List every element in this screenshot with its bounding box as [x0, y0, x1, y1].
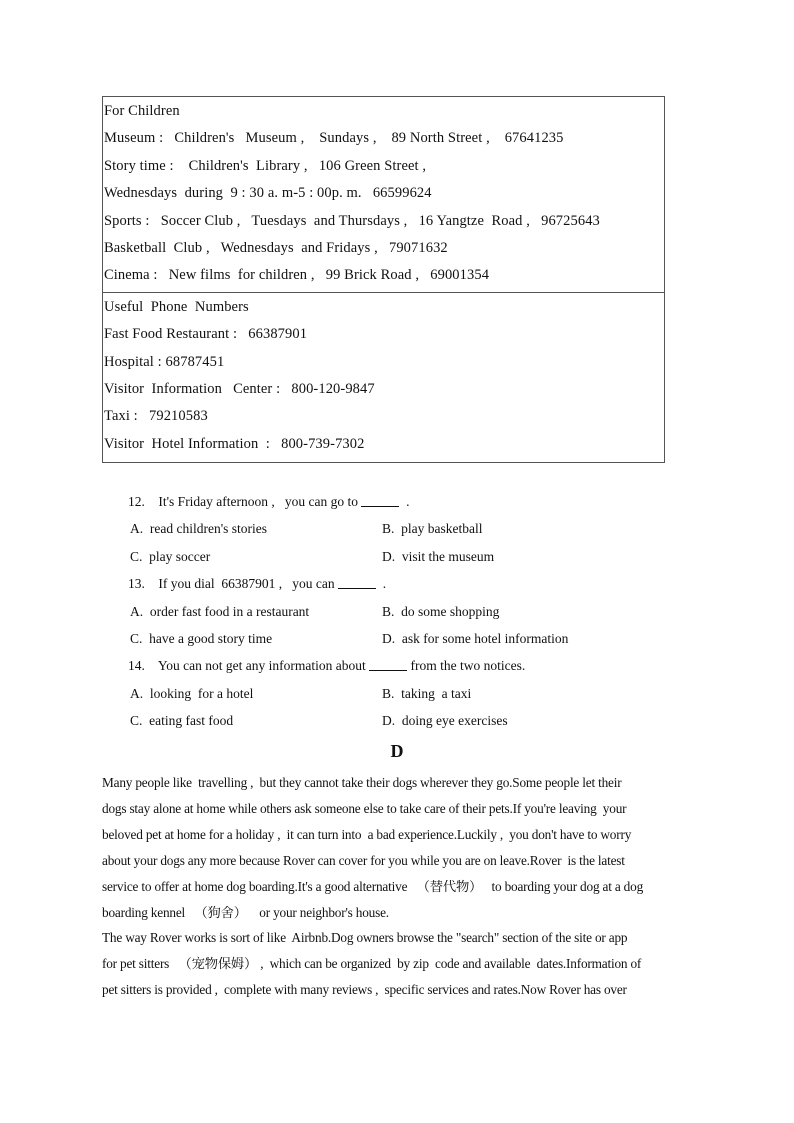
question-13: [128, 570, 628, 652]
fast-food-line: Fast Food Restaurant : 66387901: [104, 326, 308, 343]
option-d: D. doing eye exercises: [382, 713, 508, 729]
option-c: C. have a good story time: [130, 630, 273, 646]
museum-line: Museum : Children's Museum , Sundays , 89 North Street , 67641235: [104, 130, 564, 147]
stem-text: 13. If you dial 66387901 , you can: [128, 576, 338, 592]
cinema-line: Cinema : New films for children , 99 Brick Road , 69001354: [104, 267, 490, 284]
hotel-info-line: Visitor Hotel Information : 800-739-7302: [104, 435, 365, 452]
option-d: D. visit the museum: [382, 548, 495, 564]
passage-line: beloved pet at home for a holiday , it can turn into a bad experience.Luckily , you don't have to worry: [102, 826, 632, 842]
question-list: [128, 488, 628, 735]
option-b: B. do some shopping: [382, 603, 500, 619]
option-row: [128, 598, 628, 625]
option-c: C. eating fast food: [130, 713, 234, 729]
question-12: [128, 488, 628, 570]
question-stem: [128, 652, 628, 679]
children-section: [103, 97, 664, 292]
story-time-line: Story time : Children's Library , 106 Green Street ,: [104, 157, 427, 174]
option-c: C. play soccer: [130, 548, 211, 564]
taxi-line: Taxi : 79210583: [104, 408, 208, 425]
passage-line: for pet sitters （宠物保姆） , which can be organized by zip code and available dates.Information of: [102, 956, 642, 972]
passage-line: dogs stay alone at home while others ask someone else to take care of their pets.If you're leaving your: [102, 800, 627, 816]
answer-blank: [369, 657, 407, 671]
answer-blank: [361, 493, 399, 507]
option-d: D. ask for some hotel information: [382, 630, 569, 646]
option-b: B. taking a taxi: [382, 685, 472, 701]
option-a: A. looking for a hotel: [130, 685, 254, 701]
option-b: B. play basketball: [382, 521, 483, 537]
phone-numbers-section: [103, 292, 664, 462]
option-row: [128, 680, 628, 707]
question-stem: [128, 570, 628, 597]
stem-end: .: [399, 494, 410, 509]
question-14: [128, 652, 628, 734]
reading-passage: [102, 770, 692, 1003]
hospital-line: Hospital : 68787451: [104, 353, 225, 370]
section-heading: D: [390, 741, 404, 761]
stem-text: 14. You can not get any information about: [128, 658, 370, 674]
story-time-hours-line: Wednesdays during 9 : 30 a. m-5 : 00p. m. 66599624: [104, 185, 432, 202]
children-heading: For Children: [104, 103, 180, 119]
passage-line: pet sitters is provided , complete with many reviews , specific services and rates.Now Rover has over: [102, 982, 627, 998]
basketball-line: Basketball Club , Wednesdays and Fridays , 79071632: [104, 240, 448, 257]
option-a: A. order fast food in a restaurant: [130, 603, 310, 619]
question-stem: [128, 488, 628, 515]
option-row: [128, 515, 628, 542]
stem-text: 12. It's Friday afternoon , you can go to: [128, 494, 362, 509]
passage-line: service to offer at home dog boarding.It's a good alternative （替代物） to boarding your dog at a dog: [102, 878, 644, 894]
passage-line: The way Rover works is sort of like Airbnb.Dog owners browse the "search" section of the site or app: [102, 930, 628, 946]
phone-heading: Useful Phone Numbers: [104, 298, 249, 315]
stem-end: from the two notices.: [407, 658, 526, 674]
stem-end: .: [375, 576, 387, 592]
passage-line: boarding kennel （狗舍） or your neighbor's house.: [102, 904, 389, 920]
option-row: [128, 625, 628, 652]
option-a: A. read children's stories: [130, 521, 268, 537]
passage-line: Many people like travelling , but they cannot take their dogs wherever they go.Some people let their: [102, 775, 622, 790]
notice-table: [102, 96, 665, 463]
sports-line: Sports : Soccer Club , Tuesdays and Thursdays , 16 Yangtze Road , 96725643: [104, 212, 600, 229]
answer-blank: [338, 575, 376, 589]
option-row: [128, 707, 628, 734]
passage-line: about your dogs any more because Rover can cover for you while you are on leave.Rover is the latest: [102, 852, 625, 868]
option-row: [128, 543, 628, 570]
visitor-center-line: Visitor Information Center : 800-120-9847: [104, 381, 375, 398]
